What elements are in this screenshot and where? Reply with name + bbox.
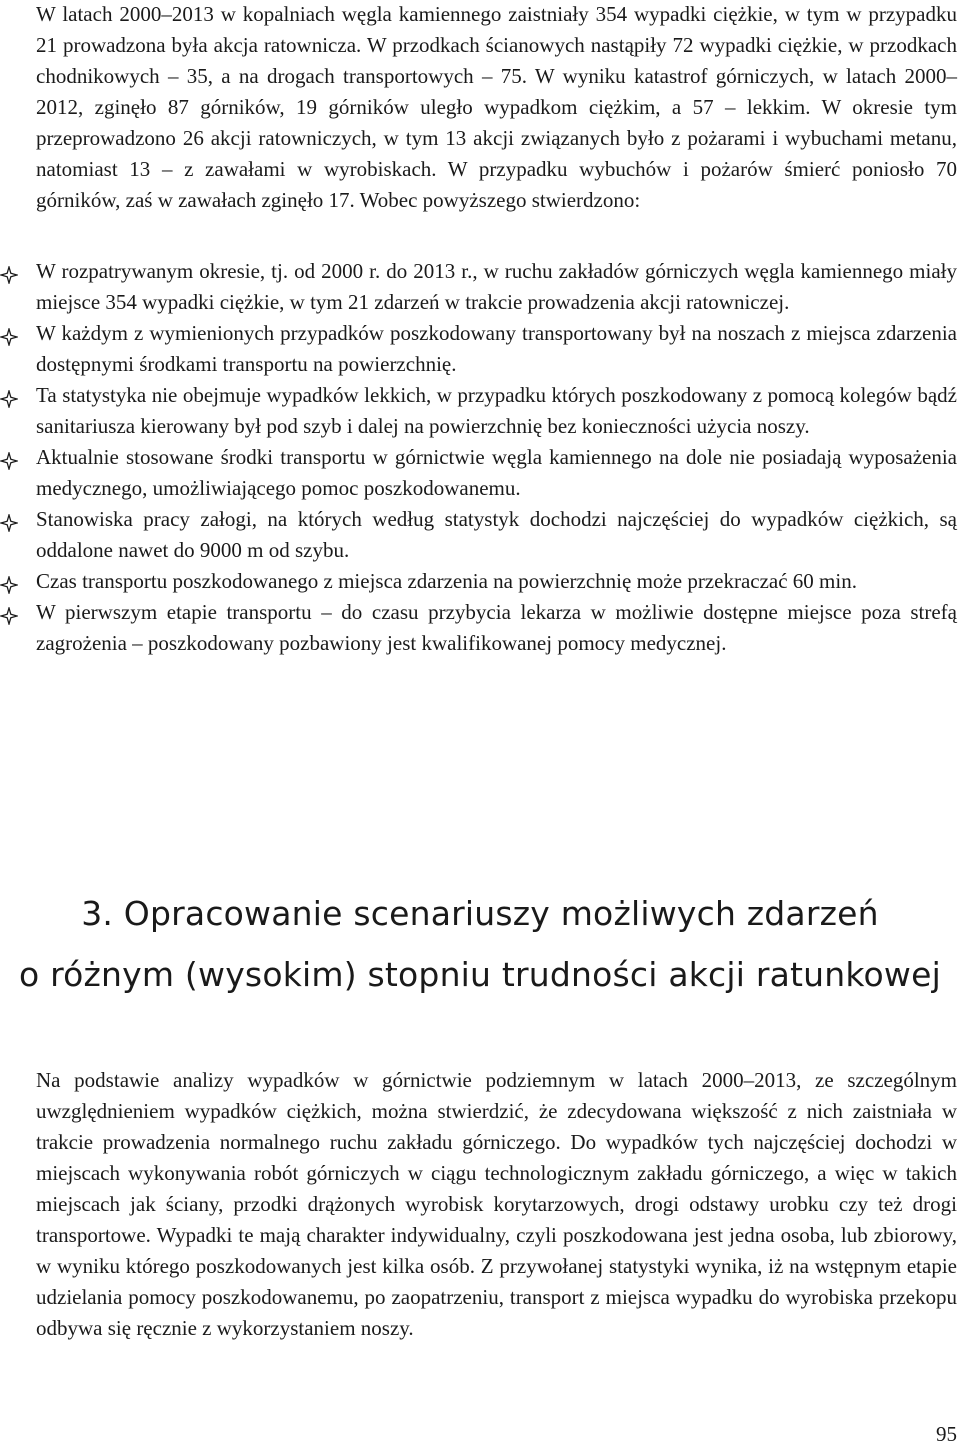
- four-point-star-icon: [0, 324, 18, 342]
- outro-section: [36, 1065, 957, 1344]
- intro-paragraph: W latach 2000–2013 w kopalniach węgla kamiennego zaistniały 354 wypadki ciężkie, w tym w przypadku 21 prowadzona była akcja ratownicza. W przodkach ścianowych nastąpiły 72 wypadki ciężkie, w przodkach chodnikowych – 35, a na drogach transportowych – 75. W wyniku katastrof górniczych, w latach 2000–2012, zginęło 87 górników, 19 górników uległo wypadkom ciężkim, a 57 – lekkim. W okresie tym przeprowadzono 26 akcji ratowniczych, w tym 13 akcji związanych było z pożarami i wybuchami metanu, natomiast 13 – z zawałami w wyrobiskach. W przypadku wybuchów i pożarów śmierć poniosło 70 górników, zaś w zawałach zginęło 17. Wobec powyższego stwierdzono:: [36, 2, 957, 212]
- four-point-star-icon: [0, 262, 18, 280]
- section-title-line-2: o różnym (wysokim) stopniu trudności akcji ratunkowej: [19, 955, 941, 994]
- bullet-text: W każdym z wymienionych przypadków poszkodowany transportowany był na noszach z miejsca zdarzenia dostępnymi środkami transportu na powierzchnię.: [36, 321, 957, 376]
- bullet-text: Ta statystyka nie obejmuje wypadków lekkich, w przypadku których poszkodowany z pomocą kolegów bądź sanitariusza kierowany był pod szyb i dalej na powierzchnię bez konieczności użycia noszy.: [36, 383, 957, 438]
- bullet-text: Aktualnie stosowane środki transportu w górnictwie węgla kamiennego na dole nie posiadają wyposażenia medycznego, umożliwiającego pomoc poszkodowanemu.: [36, 445, 957, 500]
- bullet-item: [36, 442, 957, 504]
- four-point-star-icon: [0, 386, 18, 404]
- bullet-text: Stanowiska pracy załogi, na których według statystyk dochodzi najczęściej do wypadków ciężkich, są oddalone nawet do 9000 m od szybu.: [36, 507, 957, 562]
- page-number: 95: [936, 1422, 957, 1446]
- bullet-item: [36, 566, 957, 597]
- four-point-star-icon: [0, 603, 18, 621]
- four-point-star-icon: [0, 448, 18, 466]
- four-point-star-icon: [0, 572, 18, 590]
- document-page: [19, 0, 957, 1454]
- bullet-item: [36, 380, 957, 442]
- bullet-text: W pierwszym etapie transportu – do czasu przybycia lekarza w możliwie dostępne miejsce poza strefą zagrożenia – poszkodowany pozbawiony jest kwalifikowanej pomocy medycznej.: [36, 600, 957, 655]
- bullet-item: [36, 318, 957, 380]
- bullet-item: [36, 597, 957, 659]
- bullet-item: [36, 256, 957, 318]
- bullet-text: Czas transportu poszkodowanego z miejsca zdarzenia na powierzchnię może przekraczać 60 min.: [36, 569, 857, 593]
- bullet-text: W rozpatrywanym okresie, tj. od 2000 r. do 2013 r., w ruchu zakładów górniczych węgla kamiennego miały miejsce 354 wypadki ciężkie, w tym 21 zdarzeń w trakcie prowadzenia akcji ratowniczej.: [36, 259, 957, 314]
- bullet-list: [36, 256, 957, 659]
- outro-paragraph: Na podstawie analizy wypadków w górnictwie podziemnym w latach 2000–2013, ze szczególnym uwzględnieniem wypadków ciężkich, można stwierdzić, że zdecydowana większość z nich zaistniała w trakcie prowadzenia normalnego ruchu zakładu górniczego. Do wypadków tych najczęściej dochodzi w miejscach wykonywania robót górniczych w ciągu technologicznym zakładu górniczego, a więc w takich miejscach jak ściany, przodki drążonych wyrobisk korytarzowych, drogi odstawy urobku czy też drogi transportowe. Wypadki te mają charakter indywidualny, czyli poszkodowana jest jedna osoba, lub zbiorowy, w wyniku którego poszkodowanych jest kilka osób. Z przywołanej statystyki wynika, iż na wstępnym etapie udzielania pomocy poszkodowanemu, po zaopatrzeniu, transport z miejsca wypadku do wyrobiska przekopu odbywa się ręcznie z wykorzystaniem noszy.: [36, 1068, 957, 1340]
- bullet-item: [36, 504, 957, 566]
- section-title-line-1: 3. Opracowanie scenariuszy możliwych zdarzeń: [81, 894, 879, 933]
- four-point-star-icon: [0, 510, 18, 528]
